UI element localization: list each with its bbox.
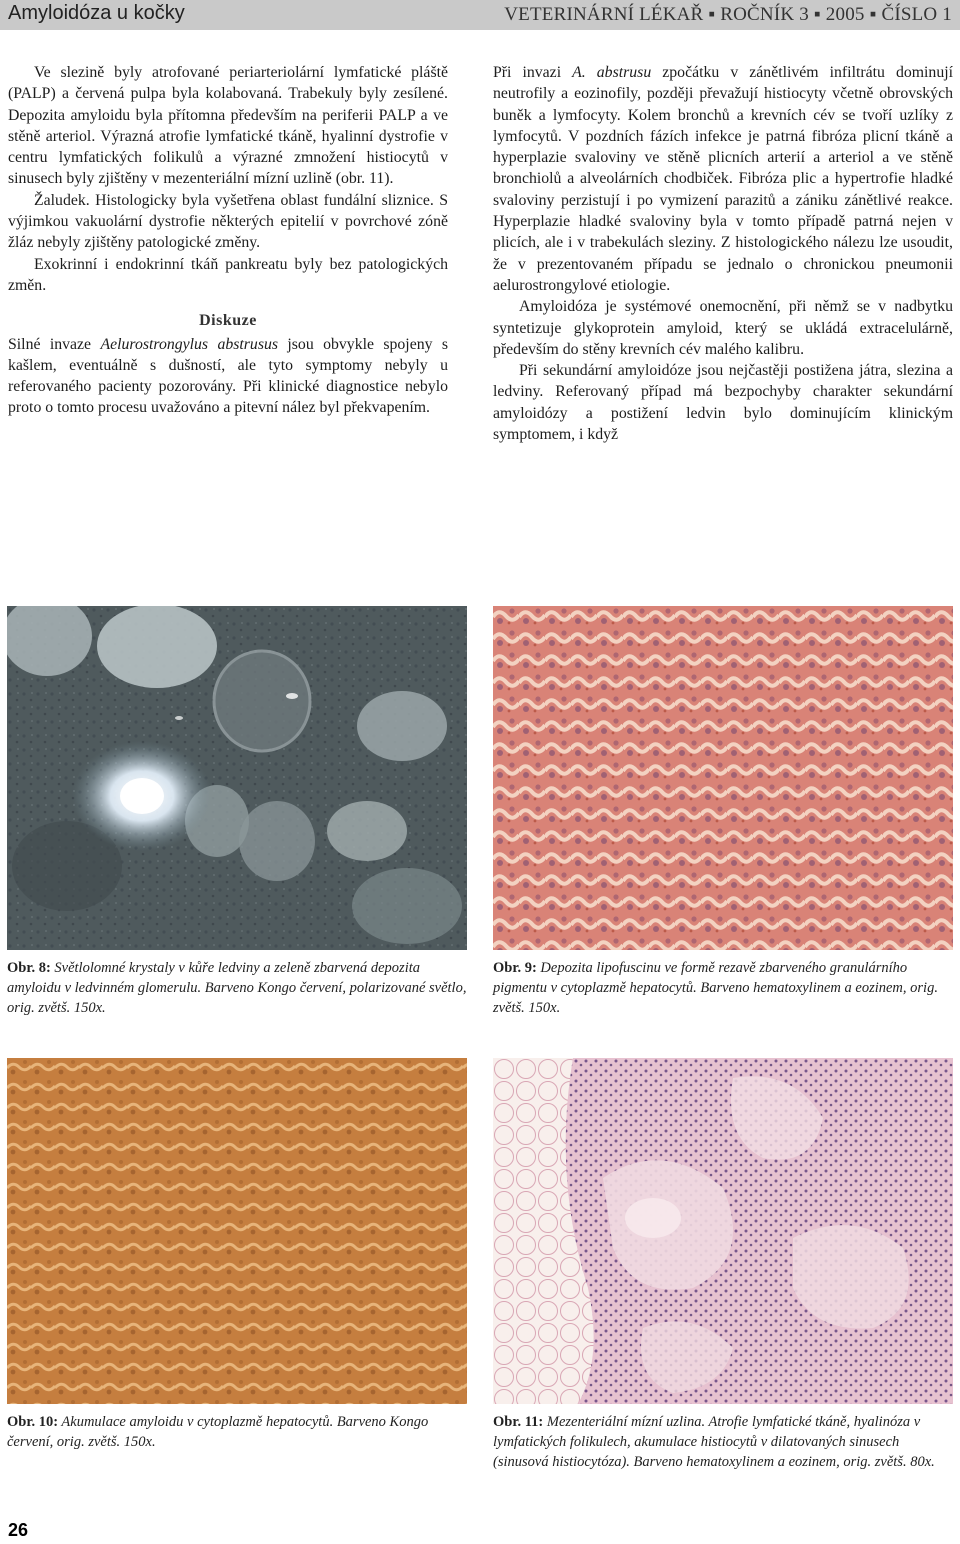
figure-9-caption: Obr. 9: Depozita lipofuscinu ve formě rezavě zbarveného granulárního pigmentu v cytoplazmě hepatocytů. Barveno hematoxylinem a eozinem, orig. zvětš. 150x. [493,960,938,1016]
left-text-column [8,62,448,419]
paragraph-invasion: Při invazi A. abstrusu zpočátku v zánětlivém infiltrátu dominují neutrofily a eozinofily, později převažují histiocyty včetně obrovských buněk a lymfocyty. Kolem bronchů a krevních cév se tvoří uzlíky z lymfocytů. V pozdních fázích infekce je patrná fibróza plicní tkáně a hyperplazie svaloviny ve stěně plicních arterií a arteriol a ve stěně bronchiolů a alveolárních chodbiček. Fibróza plic a hypertrofie hladké svaloviny perzistují i po vymizení parazitů a zániku zánětlivé reakce. Hyperplazie hladké svaloviny byla v tomto případě patrná nejen v plicích, ale i v trabekulách sleziny. Z histologického nálezu lze usoudit, že v prezentovaném případu se jednalo o chronickou pneumonii aelurostrongylové etiologie. [493,64,953,294]
right-text-column [493,62,953,445]
paragraph-spleen: Ve slezině byly atrofované periarteriolární lymfatické pláště (PALP) a červená pulpa byla kolabovaná. Trabekuly byly zesílené. Depozita amyloidu byla přítomna především na periferii PALP a ve stěně arteriol. Výrazná atrofie lymfatické tkáně, hyalinní dystrofie v centru lymfatických folikulů a výrazné zmnožení histiocytů v sinusech byly zjištěny v mezenteriální mízní uzlině (obr. 11). [8,64,448,188]
section-heading-discussion: Diskuze [199,312,257,330]
figure-11-caption: Obr. 11: Mezenteriální mízní uzlina. Atrofie lymfatické tkáně, hyalinóza v lymfatických folikulech, akumulace histiocytů v dilatovaných sinusech (sinusová histiocytóza). Barveno hematoxylinem a eozinem, orig. zvětš. 80x. [493,1414,935,1470]
figure-8-image [7,606,467,950]
running-header [0,0,960,30]
page-number: 26 [8,1520,29,1540]
figure-10-image [7,1058,467,1404]
article-title: Amyloidóza u kočky [8,2,185,24]
separator-2: ▪ [813,4,821,25]
figure-9-image [493,606,953,950]
figure-8-label: Obr. 8: [7,960,51,976]
separator-3: ▪ [869,4,877,25]
figure-10-caption: Obr. 10: Akumulace amyloidu v cytoplazmě hepatocytů. Barveno Kongo červení, orig. zvětš. 150x. [7,1414,429,1450]
paragraph-stomach: Žaludek. Histologicky byla vyšetřena oblast fundální sliznice. S výjimkou vakuolární dystrofie některých epitelií v povrchové zóně žláz nebyly zjištěny patologické změny. [8,191,448,252]
journal-name: VETERINÁRNÍ LÉKAŘ [504,4,704,25]
paragraph-secondary-amyloidosis: Při sekundární amyloidóze jsou nejčastěji postižena játra, slezina a ledviny. Referovaný případ má bezpochyby charakter sekundární amyloidózy a postižení ledvin bylo dominujícím klinickým symptomem, i když [493,362,953,444]
separator-1: ▪ [708,4,716,25]
species-name: Aelurostrongylus abstrusus [100,335,279,353]
figure-10-label: Obr. 10: [7,1414,59,1430]
journal-issue: ČÍSLO 1 [881,4,952,25]
figure-9-label: Obr. 9: [493,960,537,976]
journal-info [504,4,952,26]
paragraph-amyloidosis: Amyloidóza je systémové onemocnění, při němž se v nadbytku syntetizuje glykoprotein amyloid, který se ukládá extracelulárně, především do stěny krevních cév malého kalibru. [493,298,953,358]
species-name-abbrev: A. abstrusu [572,64,652,81]
journal-year: 2005 [825,4,865,25]
figure-11-image [493,1058,953,1404]
figure-11-label: Obr. 11: [493,1414,544,1430]
figure-8-caption: Obr. 8: Světlolomné krystaly v kůře ledviny a zeleně zbarvená depozita amyloidu v ledvinném glomerulu. Barveno Kongo červení, polarizované světlo, orig. zvětš. 150x. [7,960,467,1016]
paragraph-discussion: Silné invaze Aelurostrongylus abstrusus jsou obvykle spojeny s kašlem, eventuálně s dušností, ale tyto symptomy nebyly u referovaného pacienty pozorovány. Při klinické diagnostice nebylo proto o tomto procesu uvažováno a pitevní nález byl překvapením. [8,335,449,417]
paragraph-pancreas: Exokrinní i endokrinní tkáň pankreatu byly bez patologických změn. [8,255,448,294]
journal-volume: ROČNÍK 3 [720,4,809,25]
